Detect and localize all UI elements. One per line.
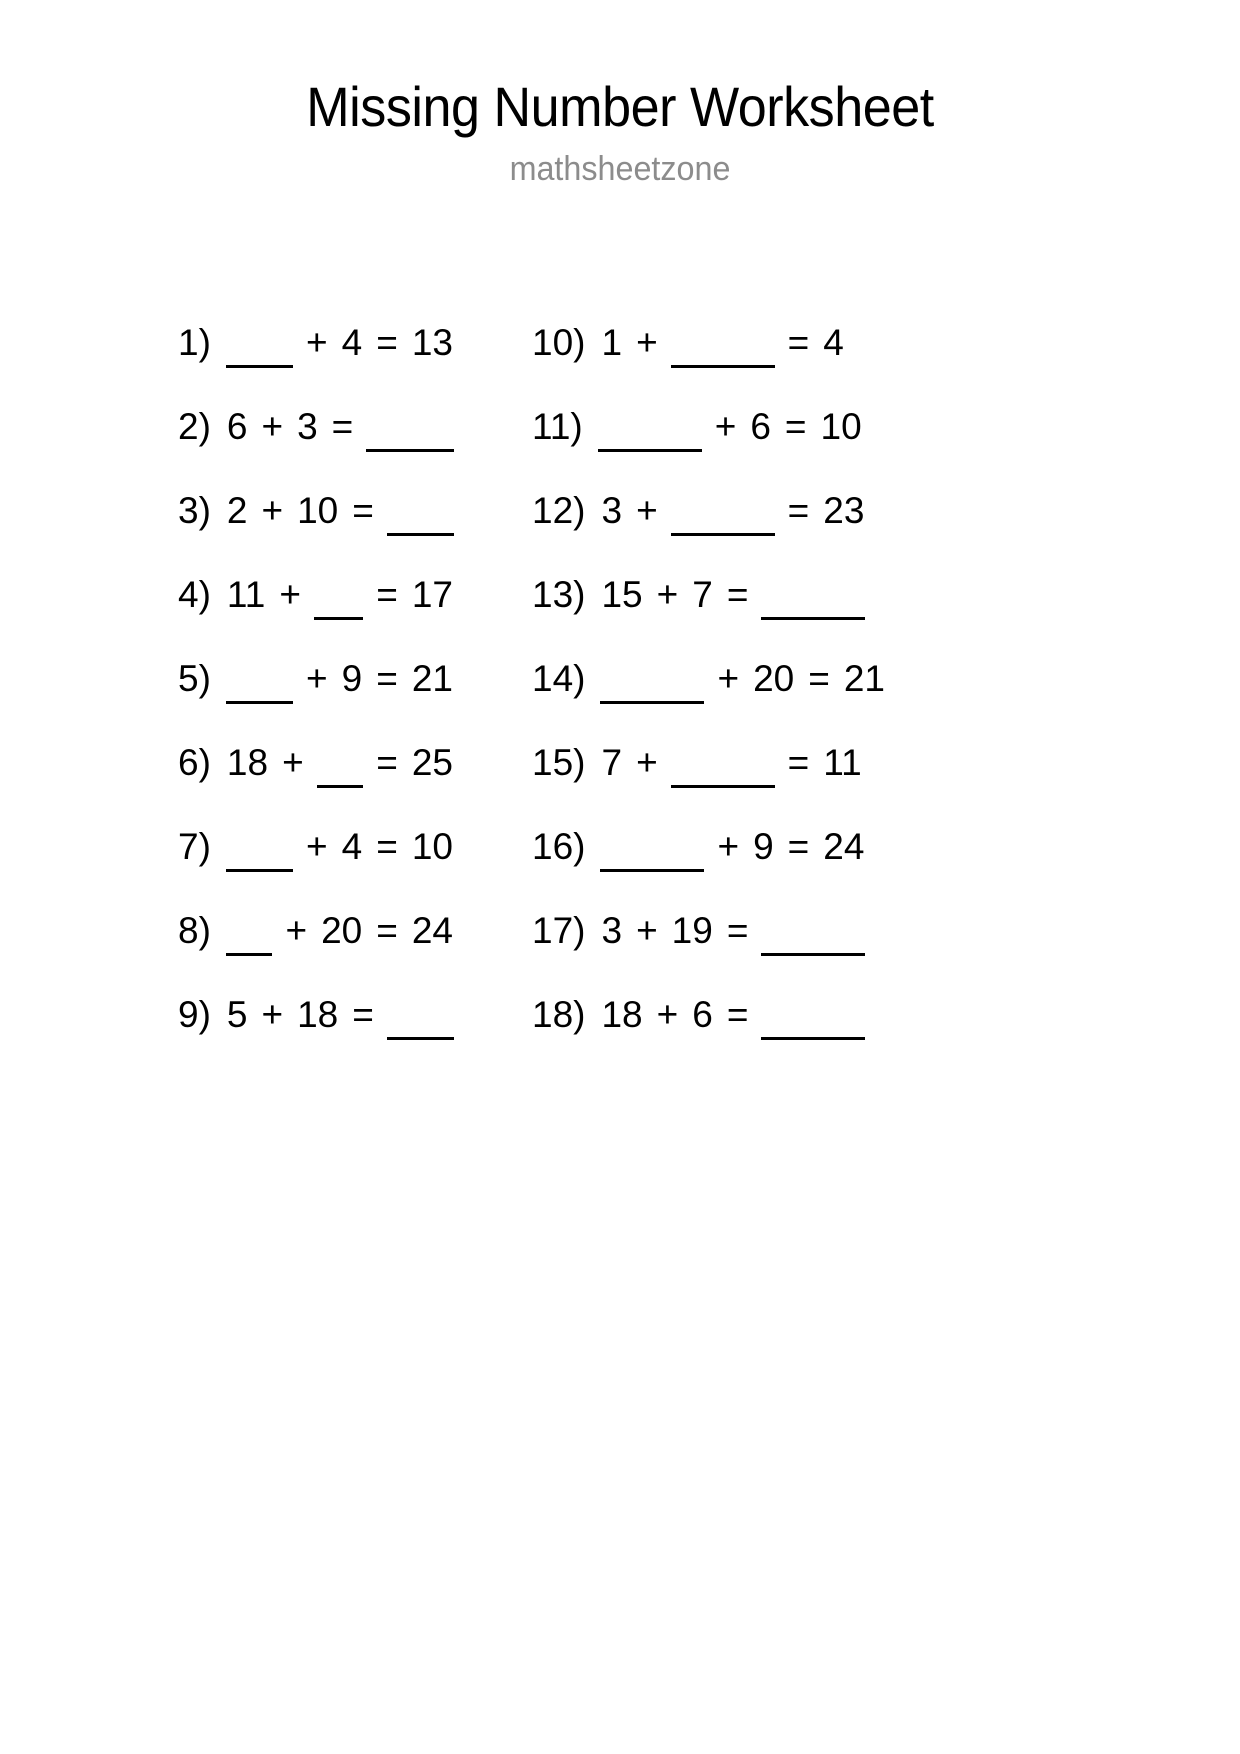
- addend-second: 3: [297, 405, 318, 447]
- plus-operator: +: [261, 489, 284, 531]
- worksheet-header: [0, 0, 1240, 188]
- equals-operator: =: [726, 993, 749, 1035]
- addend-second: 20: [753, 657, 795, 699]
- problem-number: 9): [178, 993, 211, 1035]
- equals-operator: =: [376, 909, 398, 951]
- answer-blank[interactable]: [226, 923, 273, 956]
- addend-first: 1: [601, 321, 623, 363]
- answer-blank[interactable]: [226, 839, 293, 872]
- plus-operator: +: [656, 573, 679, 615]
- answer-blank[interactable]: [671, 335, 775, 368]
- answer-blank[interactable]: [314, 587, 363, 620]
- answer-blank[interactable]: [387, 1007, 454, 1040]
- equals-operator: =: [376, 825, 398, 867]
- addend-first: 5: [226, 993, 248, 1035]
- addend-first: 2: [226, 489, 248, 531]
- addend-first: 18: [601, 993, 643, 1035]
- problem-number: 18): [532, 993, 586, 1035]
- addend-first: 11: [226, 573, 266, 615]
- equals-operator: =: [352, 993, 374, 1035]
- addend-first: 3: [601, 909, 623, 951]
- plus-operator: +: [636, 321, 658, 363]
- answer-blank[interactable]: [387, 503, 454, 536]
- plus-operator: +: [717, 825, 740, 867]
- problem-number: 3): [178, 489, 211, 531]
- problem-number: 15): [532, 741, 586, 783]
- answer-blank[interactable]: [761, 587, 865, 620]
- sum-value: 23: [823, 489, 865, 531]
- problem-item: [178, 804, 460, 888]
- addend-second: 20: [321, 909, 363, 951]
- plus-operator: +: [285, 909, 308, 951]
- problem-grid: [0, 300, 1240, 1056]
- plus-operator: +: [714, 405, 737, 447]
- equals-operator: =: [808, 657, 830, 699]
- sum-value: 21: [843, 657, 886, 699]
- sum-value: 10: [820, 405, 862, 447]
- answer-blank[interactable]: [317, 755, 364, 788]
- plus-operator: +: [261, 405, 284, 447]
- equals-operator: =: [331, 405, 354, 447]
- problem-item: [532, 468, 1020, 552]
- equals-operator: =: [787, 489, 810, 531]
- problem-number: 6): [178, 741, 211, 783]
- equals-operator: =: [787, 741, 810, 783]
- problem-number: 1): [178, 321, 211, 363]
- addend-first: 18: [226, 741, 269, 783]
- page-title: Missing Number Worksheet: [306, 75, 934, 138]
- problem-number: 5): [178, 657, 211, 699]
- sum-value: 11: [823, 741, 862, 783]
- problem-item: [178, 300, 460, 384]
- plus-operator: +: [636, 741, 658, 783]
- problem-item: [532, 972, 1020, 1056]
- equals-operator: =: [376, 657, 398, 699]
- equals-operator: =: [726, 573, 749, 615]
- problem-item: [532, 384, 1020, 468]
- page-subtitle: mathsheetzone: [509, 149, 731, 188]
- problem-column-left: [0, 300, 460, 1056]
- sum-value: 13: [411, 321, 453, 363]
- problem-item: [532, 636, 1020, 720]
- addend-second: 9: [341, 657, 363, 699]
- plus-operator: +: [306, 657, 328, 699]
- sum-value: 17: [411, 573, 453, 615]
- problem-column-right: [460, 300, 1020, 1056]
- problem-item: [178, 468, 460, 552]
- answer-blank[interactable]: [600, 839, 704, 872]
- problem-item: [532, 720, 1020, 804]
- problem-number: 2): [178, 405, 211, 447]
- addend-second: 4: [341, 825, 363, 867]
- problem-item: [178, 972, 460, 1056]
- answer-blank[interactable]: [226, 671, 293, 704]
- problem-number: 11): [532, 405, 583, 447]
- equals-operator: =: [784, 405, 807, 447]
- problem-item: [532, 552, 1020, 636]
- answer-blank[interactable]: [600, 671, 704, 704]
- plus-operator: +: [717, 657, 740, 699]
- answer-blank[interactable]: [761, 1007, 865, 1040]
- problem-item: [178, 636, 460, 720]
- equals-operator: =: [376, 573, 398, 615]
- answer-blank[interactable]: [671, 755, 775, 788]
- sum-value: 10: [411, 825, 453, 867]
- sum-value: 24: [823, 825, 865, 867]
- plus-operator: +: [636, 489, 658, 531]
- answer-blank[interactable]: [761, 923, 865, 956]
- addend-first: 3: [601, 489, 623, 531]
- plus-operator: +: [306, 321, 328, 363]
- answer-blank[interactable]: [671, 503, 775, 536]
- plus-operator: +: [656, 993, 679, 1035]
- addend-first: 15: [601, 573, 643, 615]
- problem-item: [178, 720, 460, 804]
- problem-number: 16): [532, 825, 586, 867]
- equals-operator: =: [376, 321, 398, 363]
- addend-second: 6: [750, 405, 771, 447]
- problem-number: 13): [532, 573, 586, 615]
- addend-first: 6: [226, 405, 248, 447]
- addend-first: 7: [601, 741, 623, 783]
- equals-operator: =: [352, 489, 374, 531]
- plus-operator: +: [279, 573, 301, 615]
- sum-value: 24: [411, 909, 453, 951]
- problem-item: [178, 552, 460, 636]
- answer-blank[interactable]: [598, 419, 702, 452]
- plus-operator: +: [282, 741, 304, 783]
- problem-number: 17): [532, 909, 586, 951]
- problem-item: [532, 300, 1020, 384]
- problem-item: [178, 888, 460, 972]
- addend-second: 9: [753, 825, 774, 867]
- problem-item: [178, 384, 460, 468]
- plus-operator: +: [636, 909, 658, 951]
- addend-second: 18: [297, 993, 339, 1035]
- addend-second: 6: [692, 993, 713, 1035]
- problem-item: [532, 888, 1020, 972]
- answer-blank[interactable]: [226, 335, 293, 368]
- plus-operator: +: [261, 993, 284, 1035]
- sum-value: 21: [411, 657, 453, 699]
- equals-operator: =: [726, 909, 749, 951]
- problem-number: 14): [532, 657, 586, 699]
- sum-value: 4: [823, 321, 844, 363]
- problem-number: 10): [532, 321, 586, 363]
- addend-second: 7: [692, 573, 713, 615]
- sum-value: 25: [411, 741, 453, 783]
- problem-number: 8): [178, 909, 211, 951]
- equals-operator: =: [787, 825, 810, 867]
- problem-number: 7): [178, 825, 211, 867]
- addend-second: 10: [297, 489, 339, 531]
- plus-operator: +: [306, 825, 328, 867]
- problem-number: 12): [532, 489, 586, 531]
- equals-operator: =: [787, 321, 810, 363]
- addend-second: 4: [341, 321, 363, 363]
- addend-second: 19: [671, 909, 713, 951]
- equals-operator: =: [376, 741, 398, 783]
- problem-number: 4): [178, 573, 211, 615]
- problem-item: [532, 804, 1020, 888]
- answer-blank[interactable]: [366, 419, 454, 452]
